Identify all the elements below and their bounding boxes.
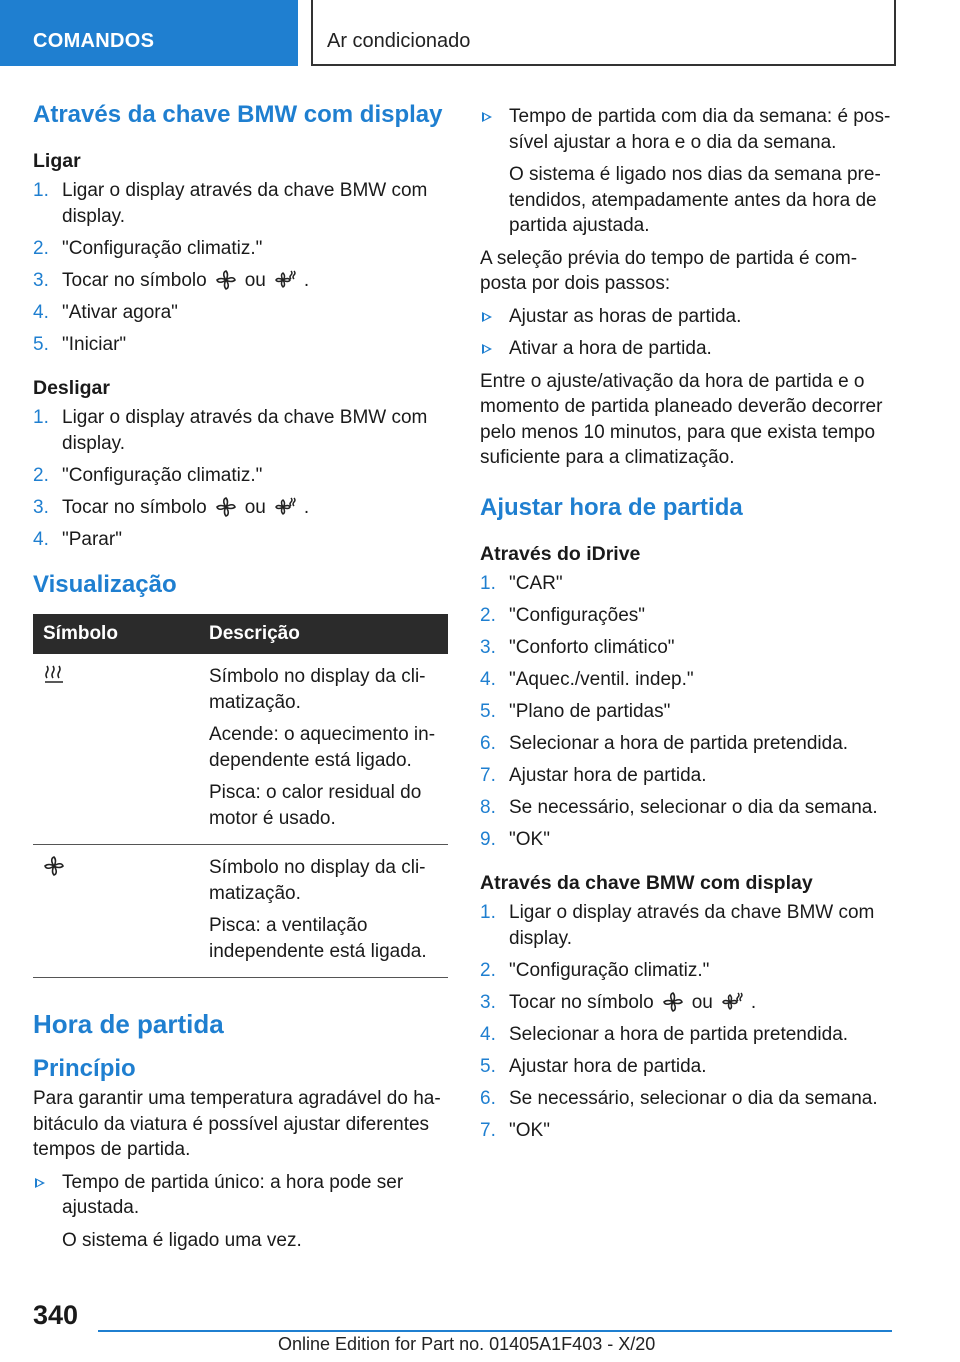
fan-icon [43, 855, 65, 877]
chapter-tab [311, 0, 896, 66]
heading-visualizacao: Visualização [33, 571, 177, 598]
list-item: 7. "OK" [480, 1119, 550, 1141]
key-steps [480, 900, 892, 1143]
list-item: Ativar a hora de partida. [480, 336, 892, 362]
footer-divider [98, 1330, 892, 1332]
list-item: 2. "Configuração climatiz." [33, 464, 263, 486]
heading-idrive: Através do iDrive [480, 542, 641, 565]
fan-icon [215, 496, 237, 518]
section-tab [0, 0, 298, 66]
entre-text: Entre o ajuste/ativação da hora de partida e o momento de partida planeado deverão decorrer pelo menos 10 minutos, para que exista tempo suficiente para a climatização. [480, 370, 883, 468]
symbol-table [33, 614, 448, 978]
table-row: Símbolo no display da climatização. Acende: o aquecimento independente está ligado. Pisca: o calor residual do motor é usado. [33, 654, 448, 845]
triangle-bullet-icon [482, 344, 492, 354]
page-number: 340 [33, 1300, 79, 1330]
list-item: Tempo de partida com dia da semana: é possível ajustar a hora e o dia da semana. O sistema é ligado nos dias da semana pretendidos, atempadamente antes da hora de partida ajustada. [480, 104, 892, 239]
table-header-description: Descrição [199, 614, 448, 654]
table-header-row [33, 614, 448, 654]
chapter-title: Ar condicionado [327, 30, 471, 52]
list-item: 4. "Parar" [33, 528, 122, 550]
list-item: 1. Ligar o display através da chave BMW com display. [33, 407, 428, 454]
list-item: 2. "Configuração climatiz." [480, 959, 710, 981]
page-header [0, 0, 960, 66]
list-item: 4. "Ativar agora" [33, 301, 178, 323]
heading-key-display: Através da chave BMW com display [33, 101, 443, 128]
right-column [480, 104, 892, 1161]
list-item: Tempo de partida único: a hora pode ser ajustada. O sistema é ligado uma vez. [33, 1170, 448, 1254]
list-item: 3. Tocar no símbolo ou . [33, 496, 310, 518]
desligar-steps [33, 405, 448, 552]
bullet-list [33, 1170, 448, 1254]
fan-heat-icon [274, 269, 296, 291]
section-title: COMANDOS [33, 30, 155, 52]
selecao-text: A seleção prévia do tempo de partida é composta por dois passos: [480, 247, 858, 294]
bullet-list [480, 104, 892, 239]
heading-principio: Princípio [33, 1055, 136, 1082]
list-item: 7. Ajustar hora de partida. [480, 764, 707, 786]
principio-text: Para garantir uma temperatura agradável do habitáculo da viatura é possível ajustar diferentes tempos de partida. [33, 1088, 441, 1160]
triangle-bullet-icon [482, 312, 492, 322]
fan-icon [662, 991, 684, 1013]
list-item: 2. "Configuração climatiz." [33, 237, 263, 259]
list-item: 4. Selecionar a hora de partida pretendida. [480, 1023, 849, 1045]
heading-desligar: Desligar [33, 377, 110, 399]
table-header-symbol: Símbolo [33, 614, 199, 654]
passos-list [480, 304, 892, 362]
list-item: 1. Ligar o display através da chave BMW com display. [33, 180, 428, 227]
list-item: 6. Selecionar a hora de partida pretendida. [480, 732, 849, 754]
heading-hora-partida: Hora de partida [33, 1009, 224, 1039]
heating-icon [43, 664, 65, 686]
idrive-steps [480, 571, 892, 853]
fan-icon [215, 269, 237, 291]
triangle-bullet-icon [482, 112, 492, 122]
list-item: Ajustar as horas de partida. [480, 304, 892, 330]
list-item: 2. "Configurações" [480, 604, 646, 626]
triangle-bullet-icon [35, 1178, 45, 1188]
list-item: 8. Se necessário, selecionar o dia da semana. [480, 796, 878, 818]
list-item: 5. "Iniciar" [33, 333, 127, 355]
list-item: 3. "Conforto climático" [480, 636, 675, 658]
list-item: 3. Tocar no símbolo ou . [33, 269, 310, 291]
list-item: 9. "OK" [480, 828, 550, 850]
left-column [33, 100, 448, 1260]
heading-ajustar-hora: Ajustar hora de partida [480, 493, 743, 521]
fan-heat-icon [721, 991, 743, 1013]
list-item: 1. "CAR" [480, 572, 563, 594]
list-item: 6. Se necessário, selecionar o dia da semana. [480, 1087, 878, 1109]
heading-key-display-right: Através da chave BMW com display [480, 872, 813, 894]
edition-text: Online Edition for Part no. 01405A1F403 - X/20 [278, 1334, 656, 1354]
heading-ligar: Ligar [33, 150, 81, 172]
list-item: 5. "Plano de partidas" [480, 700, 671, 722]
list-item: 4. "Aquec./ventil. indep." [480, 668, 694, 690]
fan-heat-icon [274, 496, 296, 518]
table-row: Símbolo no display da climatização. Pisca: a ventilação independente está ligada. [33, 845, 448, 978]
list-item: 5. Ajustar hora de partida. [480, 1055, 707, 1077]
list-item: 3. Tocar no símbolo ou . [480, 991, 757, 1013]
list-item: 1. Ligar o display através da chave BMW com display. [480, 902, 875, 949]
ligar-steps [33, 178, 448, 357]
